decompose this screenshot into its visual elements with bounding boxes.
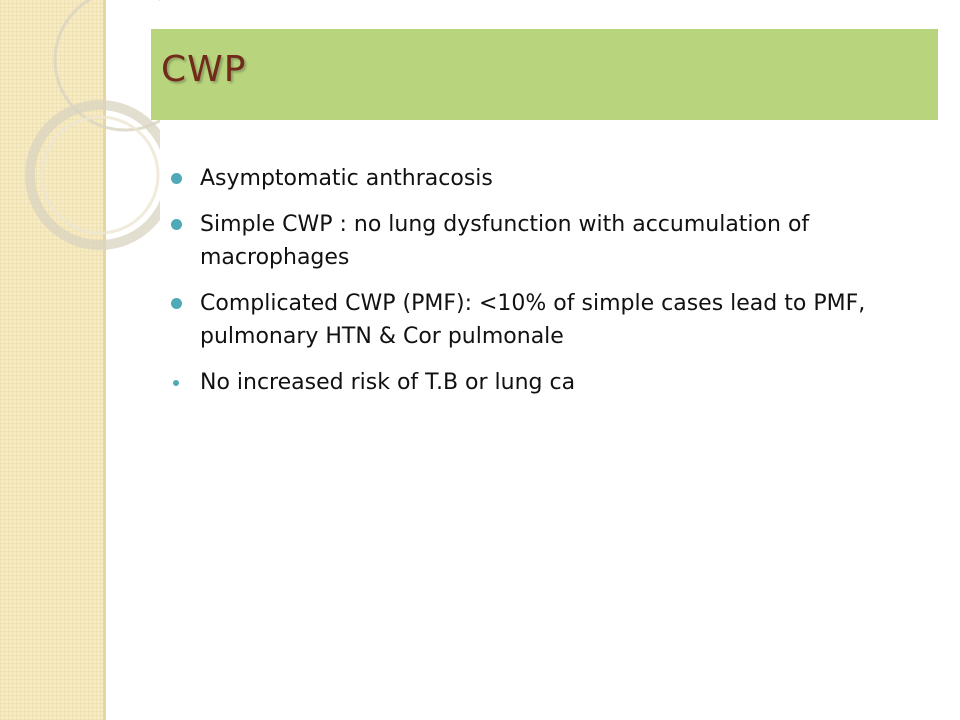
list-item [171, 287, 931, 353]
list-item [171, 208, 931, 274]
bullet-icon [171, 219, 182, 230]
bullet-icon [171, 298, 182, 309]
list-item [171, 366, 931, 399]
bullet-text: No increased risk of T.B or lung ca [200, 370, 576, 395]
bullet-text: Simple CWP : no lung dysfunction with accumulation of macrophages [200, 212, 810, 270]
bullet-list [171, 162, 931, 412]
small-bullet-icon [173, 380, 179, 386]
bullet-icon [171, 173, 182, 184]
slide-title: CWP [161, 49, 247, 90]
list-item [171, 162, 931, 195]
bullet-text: Complicated CWP (PMF): <10% of simple cases lead to PMF, pulmonary HTN & Cor pulmonale [200, 291, 866, 349]
title-bar [151, 29, 938, 120]
decorative-rings [0, 0, 160, 320]
bullet-text: Asymptomatic anthracosis [200, 166, 493, 191]
